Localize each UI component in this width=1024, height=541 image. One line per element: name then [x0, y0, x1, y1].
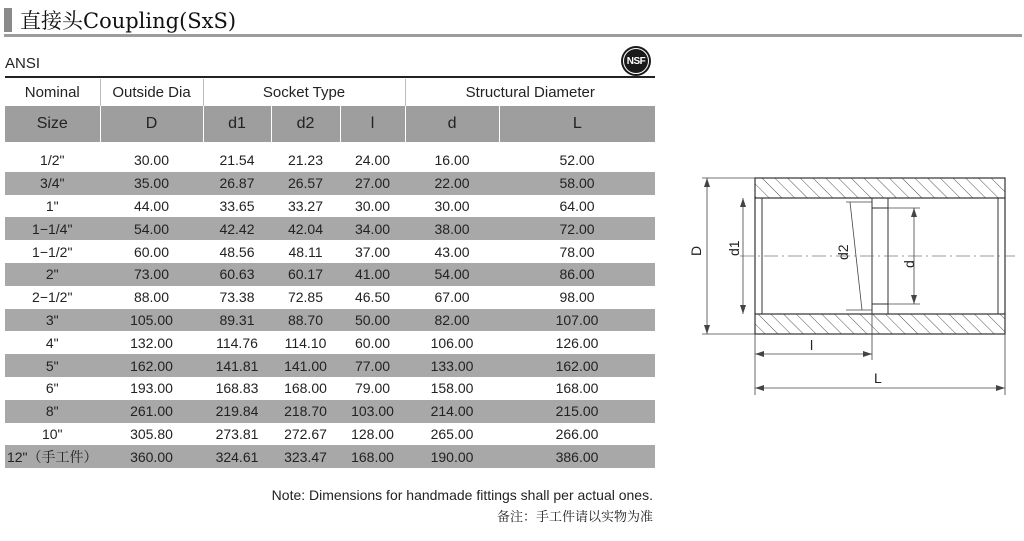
cell-l: 34.00	[340, 217, 405, 240]
cell-d1: 48.56	[219, 243, 255, 260]
d-arrow-top	[911, 208, 917, 217]
table-row	[5, 217, 655, 240]
cell-d2: 114.10	[284, 334, 327, 351]
cell-d2: 33.27	[287, 197, 324, 214]
cell-size: 1−1/4"	[5, 217, 100, 240]
table-row	[5, 240, 655, 263]
header-d1: d1	[203, 106, 271, 142]
table-row	[5, 263, 655, 286]
note-chinese: 备注：手工件请以实物为准	[496, 509, 653, 524]
cell-d: 38.00	[405, 217, 499, 240]
cell-d1: 73.38	[219, 289, 255, 306]
cell-d2: 42.04	[271, 217, 340, 240]
header-L: L	[499, 106, 655, 142]
cell-d1: 114.76	[216, 334, 258, 351]
cell-l: 60.00	[354, 334, 391, 351]
table-row	[5, 195, 655, 218]
cell-L: 86.00	[499, 263, 655, 286]
cell-d: 133.00	[405, 354, 499, 377]
cell-l: 168.00	[340, 445, 405, 468]
cell-l: 37.00	[354, 243, 391, 260]
cell-D: 30.00	[133, 152, 170, 169]
spacer-cell	[5, 142, 655, 149]
cell-D: 261.00	[100, 400, 203, 423]
L-arrow-left	[755, 385, 764, 391]
standard-label: ANSI	[5, 55, 41, 72]
cell-d1: 26.87	[203, 172, 271, 195]
table-row	[5, 331, 655, 354]
table-row	[5, 377, 655, 400]
D-arrow-top	[704, 178, 710, 187]
header-structural-diameter: Structural Diameter	[405, 79, 655, 106]
cell-d1: 219.84	[203, 400, 271, 423]
sub-header-row	[5, 106, 655, 142]
header-D: D	[100, 106, 203, 142]
cell-d1: 60.63	[203, 263, 271, 286]
cell-d: 214.00	[405, 400, 499, 423]
cell-d1: 273.81	[215, 425, 259, 442]
l-arrow-right	[863, 351, 872, 357]
cell-D: 105.00	[100, 309, 203, 332]
cell-size: 12"（手工件）	[5, 445, 100, 468]
cell-D: 162.00	[100, 354, 203, 377]
cell-l: 46.50	[354, 289, 391, 306]
cell-d: 43.00	[434, 243, 470, 260]
cell-d2: 88.70	[271, 309, 340, 332]
cell-L: 386.00	[499, 445, 655, 468]
bottom-wall	[755, 314, 1005, 334]
cell-d: 67.00	[434, 289, 470, 306]
header-spacer	[5, 142, 655, 149]
cell-D: 132.00	[130, 334, 173, 351]
cell-L: 168.00	[555, 380, 599, 397]
table-body	[5, 149, 655, 468]
cell-l: 128.00	[351, 425, 394, 442]
cell-size: 8"	[5, 400, 100, 423]
cell-L: 78.00	[559, 243, 595, 260]
cell-d1: 33.65	[219, 197, 255, 214]
cell-size: 1/2"	[40, 152, 65, 169]
cell-d: 106.00	[430, 334, 474, 351]
d1-arrow-top	[740, 198, 746, 207]
nsf-badge-icon	[621, 46, 651, 76]
cell-d1: 21.54	[219, 152, 255, 169]
cell-D: 73.00	[100, 263, 203, 286]
table-row	[5, 445, 655, 468]
D-arrow-bottom	[704, 325, 710, 334]
cell-size: 2−1/2"	[32, 289, 73, 306]
cell-d2: 141.00	[271, 354, 340, 377]
cell-D: 54.00	[100, 217, 203, 240]
cell-L: 126.00	[555, 334, 599, 351]
table-row	[5, 286, 655, 309]
note-english: Note: Dimensions for handmade fittings shall per actual ones.	[271, 487, 653, 503]
title-underline	[4, 34, 1022, 37]
cell-d: 16.00	[434, 152, 470, 169]
header-socket-type: Socket Type	[203, 79, 405, 106]
label-d1: d1	[726, 240, 742, 256]
cell-d1: 89.31	[203, 309, 271, 332]
cell-L: 162.00	[499, 354, 655, 377]
cell-d2: 272.67	[284, 425, 327, 442]
cell-D: 88.00	[133, 289, 170, 306]
cell-l: 30.00	[354, 197, 391, 214]
table-row	[5, 309, 655, 332]
cell-size: 5"	[5, 354, 100, 377]
L-arrow-right	[996, 385, 1005, 391]
table-row	[5, 423, 655, 446]
cell-d1: 324.61	[203, 445, 271, 468]
table-top-rule	[5, 76, 655, 78]
cell-L: 98.00	[559, 289, 595, 306]
cell-d2: 48.11	[288, 243, 323, 260]
cell-l: 27.00	[340, 172, 405, 195]
label-d2: d2	[835, 244, 851, 260]
cell-D: 193.00	[130, 380, 173, 397]
d-arrow-bottom	[911, 295, 917, 304]
cell-d2: 26.57	[271, 172, 340, 195]
header-outside-dia: Outside Dia	[100, 79, 203, 106]
cell-d1: 168.83	[215, 380, 259, 397]
cell-d2: 168.00	[284, 380, 327, 397]
cell-size: 6"	[45, 380, 59, 397]
cell-L: 107.00	[499, 309, 655, 332]
header-nominal: Nominal	[5, 79, 100, 106]
cell-size: 1−1/2"	[32, 243, 73, 260]
header-d2: d2	[271, 106, 340, 142]
label-d: d	[901, 260, 917, 268]
table-row	[5, 149, 655, 172]
cell-size: 10"	[41, 425, 63, 442]
cell-L: 72.00	[499, 217, 655, 240]
cell-l: 24.00	[354, 152, 391, 169]
cell-L: 64.00	[559, 197, 595, 214]
coupling-section-drawing	[680, 160, 1020, 400]
cell-size: 3/4"	[5, 172, 100, 195]
cell-l: 77.00	[340, 354, 405, 377]
table-row	[5, 354, 655, 377]
l-arrow-left	[755, 351, 764, 357]
cell-d: 22.00	[405, 172, 499, 195]
cell-L: 215.00	[499, 400, 655, 423]
dimension-table	[5, 79, 656, 468]
cell-l: 50.00	[340, 309, 405, 332]
cell-d2: 21.23	[287, 152, 324, 169]
cell-l: 79.00	[354, 380, 391, 397]
cell-size: 2"	[5, 263, 100, 286]
cell-D: 44.00	[133, 197, 170, 214]
cell-D: 360.00	[100, 445, 203, 468]
cell-d1: 42.42	[203, 217, 271, 240]
label-L: L	[874, 370, 882, 386]
d1-arrow-bottom	[740, 305, 746, 314]
table-row	[5, 172, 655, 195]
cell-d: 190.00	[405, 445, 499, 468]
cell-size: 4"	[45, 334, 59, 351]
cell-d: 82.00	[405, 309, 499, 332]
header-l: l	[340, 106, 405, 142]
cell-L: 52.00	[559, 152, 595, 169]
header-size: Size	[5, 106, 100, 142]
title-marker	[4, 8, 12, 32]
cell-L: 266.00	[555, 425, 599, 442]
cell-d: 30.00	[434, 197, 470, 214]
header-d: d	[405, 106, 499, 142]
label-l: l	[810, 337, 814, 353]
cell-d: 158.00	[430, 380, 474, 397]
cell-D: 35.00	[100, 172, 203, 195]
cell-L: 58.00	[499, 172, 655, 195]
cell-d2: 60.17	[271, 263, 340, 286]
cell-d2: 323.47	[271, 445, 340, 468]
cell-l: 103.00	[340, 400, 405, 423]
cell-d2: 218.70	[271, 400, 340, 423]
cell-D: 60.00	[133, 243, 170, 260]
cell-size: 1"	[45, 197, 59, 214]
group-header-row	[5, 79, 655, 106]
cell-d: 265.00	[430, 425, 474, 442]
nsf-badge-text: NSF	[626, 55, 646, 67]
title-bar	[4, 5, 1020, 33]
cell-D: 305.80	[130, 425, 173, 442]
cell-size: 3"	[5, 309, 100, 332]
cell-d2: 72.85	[287, 289, 324, 306]
cell-d1: 141.81	[203, 354, 271, 377]
cell-l: 41.00	[340, 263, 405, 286]
top-wall	[755, 178, 1005, 198]
label-D: D	[688, 245, 704, 256]
page-title: 直接头Coupling(SxS)	[20, 9, 237, 33]
cell-d: 54.00	[405, 263, 499, 286]
table-row	[5, 400, 655, 423]
